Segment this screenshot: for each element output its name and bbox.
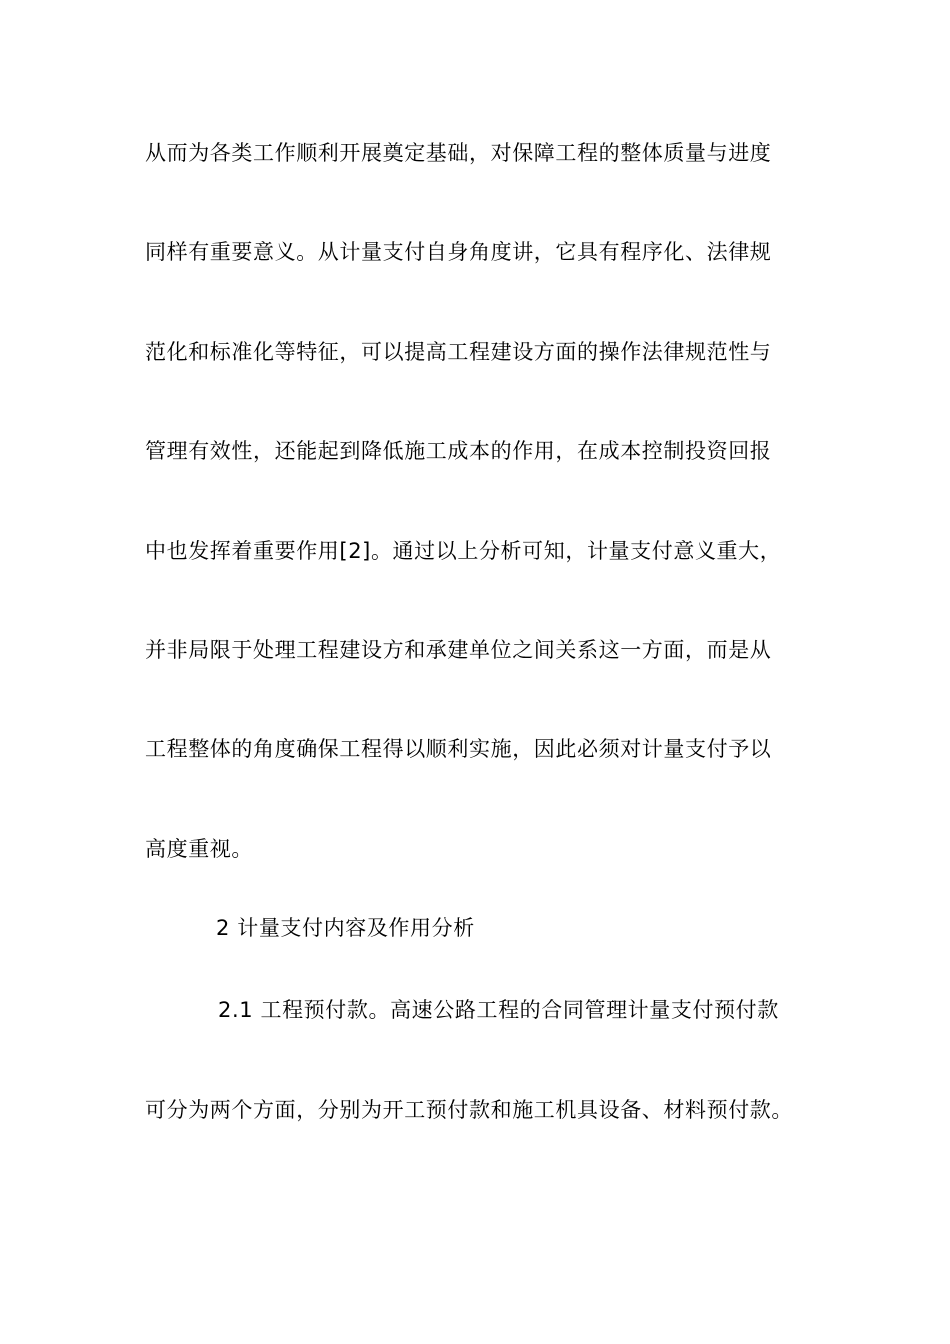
paragraph-line: 2.1 工程预付款。高速公路工程的合同管理计量支付预付款 (218, 998, 779, 1022)
paragraph-line: 范化和标准化等特征，可以提高工程建设方面的操作法律规范性与 (145, 340, 772, 364)
paragraph-line: 同样有重要意义。从计量支付自身角度讲，它具有程序化、法律规 (145, 240, 772, 264)
paragraph-line: 高度重视。 (145, 837, 253, 861)
paragraph-line: 从而为各类工作顺利开展奠定基础，对保障工程的整体质量与进度 (145, 141, 772, 165)
paragraph-line: 并非局限于处理工程建设方和承建单位之间关系这一方面，而是从 (145, 638, 772, 662)
section-heading: 2 计量支付内容及作用分析 (216, 916, 475, 940)
paragraph-line: 管理有效性，还能起到降低施工成本的作用，在成本控制投资回报 (145, 439, 772, 463)
paragraph-line: 中也发挥着重要作用[2]。通过以上分析可知，计量支付意义重大， (145, 539, 782, 563)
paragraph-line: 工程整体的角度确保工程得以顺利实施，因此必须对计量支付予以 (145, 737, 772, 761)
paragraph-line: 可分为两个方面，分别为开工预付款和施工机具设备、材料预付款。 (145, 1098, 793, 1122)
